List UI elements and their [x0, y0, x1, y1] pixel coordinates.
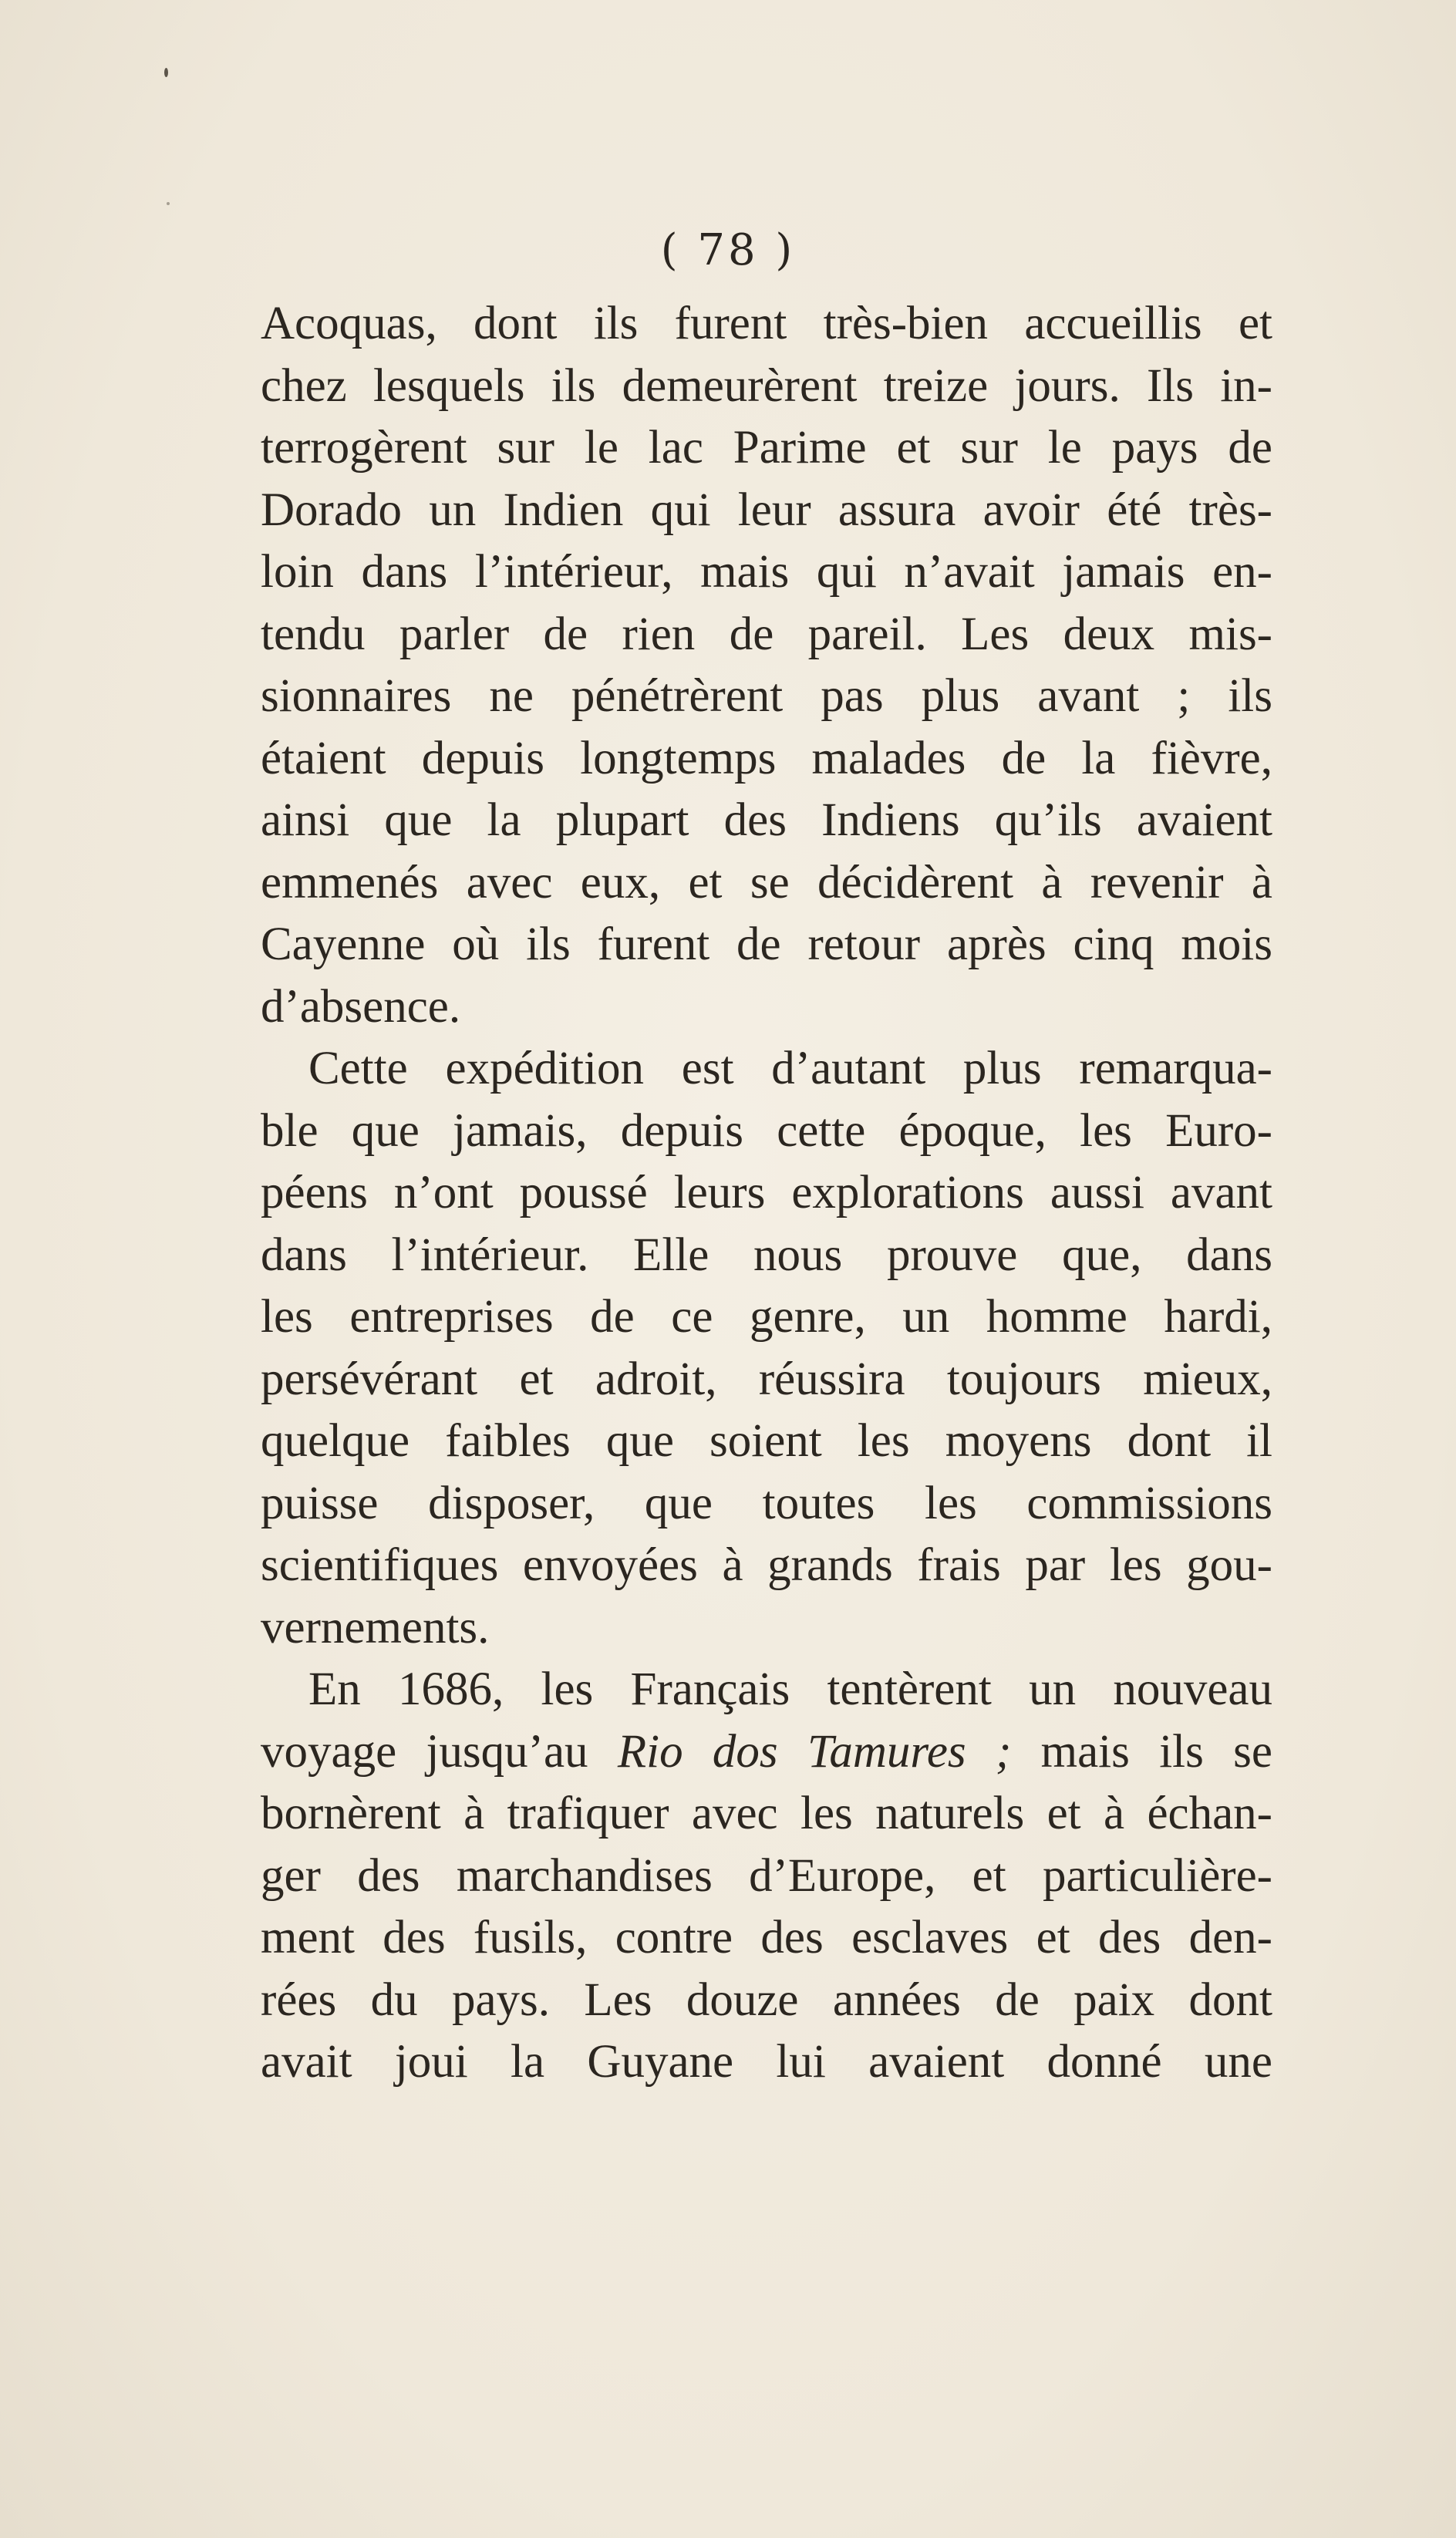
- text-line: ger des marchandises d’Europe, et particulière-: [261, 1849, 1272, 1902]
- text-line: ble que jamais, depuis cette époque, les Euro-: [261, 1104, 1272, 1157]
- ink-speck: [167, 202, 170, 205]
- text-line: quelque faibles que soient les moyens dont il: [261, 1415, 1272, 1467]
- ink-speck: [164, 68, 168, 77]
- text-line: Cette expédition est d’autant plus remarqua-: [308, 1043, 1272, 1094]
- text-line: scientifiques envoyées à grands frais par les gou-: [261, 1539, 1272, 1591]
- paragraph: [261, 1659, 1272, 2094]
- text-line: puisse disposer, que toutes les commissions: [261, 1477, 1272, 1529]
- text-line: avait joui la Guyane lui avaient donné une: [261, 2036, 1272, 2088]
- text-segment: voyage jusqu’au: [261, 1725, 618, 1778]
- italic-place-name: Rio dos Tamures ;: [617, 1725, 1012, 1778]
- text-line: péens n’ont poussé leurs explorations aussi avant: [261, 1167, 1272, 1218]
- body-text: [261, 293, 1272, 2094]
- text-line: ainsi que la plupart des Indiens qu’ils avaient: [261, 794, 1272, 846]
- text-line: loin dans l’intérieur, mais qui n’avait jamais en-: [261, 546, 1272, 598]
- text-line: persévérant et adroit, réussira toujours mieux,: [261, 1353, 1272, 1405]
- text-line: d’absence.: [261, 980, 461, 1033]
- text-line: tendu parler de rien de pareil. Les deux mis-: [261, 608, 1272, 660]
- text-line: En 1686, les Français tentèrent un nouveau: [308, 1663, 1272, 1715]
- text-line: emmenés avec eux, et se décidèrent à revenir à: [261, 856, 1272, 908]
- text-line: rées du pays. Les douze années de paix dont: [261, 1973, 1272, 2026]
- text-line: vernements.: [261, 1601, 490, 1653]
- paragraph: [261, 1038, 1272, 1659]
- text-line: sionnaires ne pénétrèrent pas plus avant ; ils: [261, 670, 1272, 722]
- text-line: dans l’intérieur. Elle nous prouve que, dans: [261, 1229, 1272, 1281]
- page-number: ( 78 ): [660, 225, 796, 275]
- text-line: Dorado un Indien qui leur assura avoir été très-: [261, 484, 1272, 536]
- text-line: chez lesquels ils demeurèrent treize jours. Ils in-: [261, 359, 1272, 412]
- paragraph: [261, 293, 1272, 1038]
- text-line: [261, 1721, 1272, 1784]
- text-line: les entreprises de ce genre, un homme hardi,: [261, 1291, 1272, 1343]
- text-line: étaient depuis longtemps malades de la fièvre,: [261, 732, 1272, 784]
- text-segment: mais ils se: [1011, 1725, 1272, 1778]
- text-line: terrogèrent sur le lac Parime et sur le pays de: [261, 422, 1272, 474]
- text-line: ment des fusils, contre des esclaves et des den-: [261, 1912, 1272, 1963]
- text-line: Acoquas, dont ils furent très-bien accueillis et: [261, 298, 1272, 349]
- text-line: Cayenne où ils furent de retour après cinq mois: [261, 918, 1272, 970]
- text-line: bornèrent à trafiquer avec les naturels et à échan-: [261, 1788, 1272, 1839]
